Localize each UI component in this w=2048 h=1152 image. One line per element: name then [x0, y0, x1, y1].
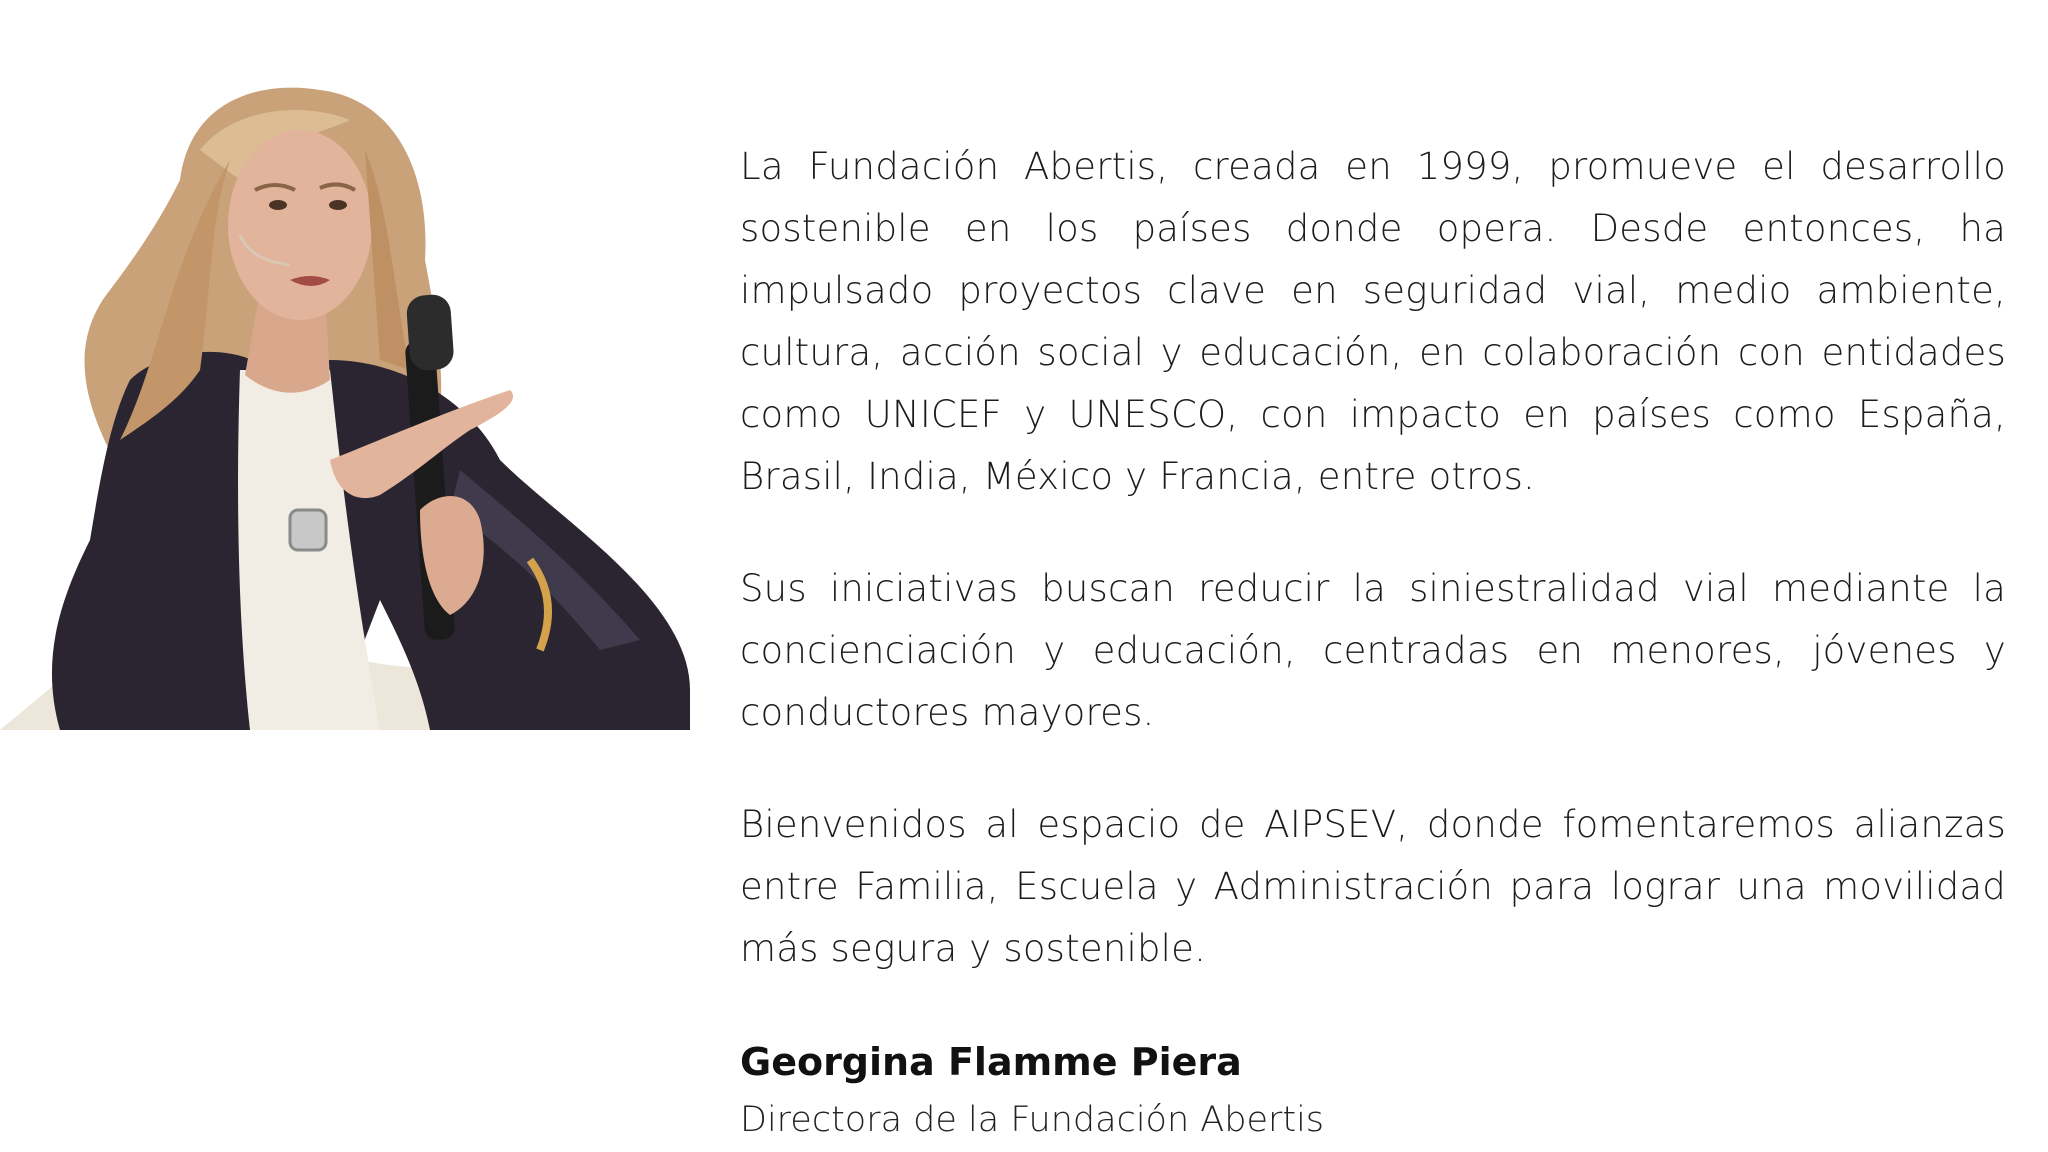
wristwatch — [290, 510, 326, 550]
paragraph-initiatives: Sus iniciativas buscan reducir la siniestralidad vial mediante la concienciación y educación, centradas en menores, jóvenes y conductores mayores. — [740, 567, 2006, 734]
eye-left — [269, 200, 287, 210]
speaker-photo — [0, 40, 690, 730]
speaker-photo-illustration — [0, 40, 690, 730]
microphone-head — [406, 294, 455, 372]
signature-name: Georgina Flamme Piera — [740, 1040, 1242, 1084]
paragraph-foundation-intro: La Fundación Abertis, creada en 1999, promueve el desarrollo sostenible en los países donde opera. Desde entonces, ha impulsado proyectos clave en seguridad vial, medio ambiente, cultura, acción social y educación, en colaboración con entidades como UNICEF y UNESCO, con impacto en países como España, Brasil, India, México y Francia, entre otros. — [740, 145, 2006, 498]
signature-role: Directora de la Fundación Abertis — [740, 1100, 1325, 1140]
paragraph-welcome: Bienvenidos al espacio de AIPSEV, donde fomentaremos alianzas entre Familia, Escuela y Administración para lograr una movilidad más segura y sostenible. — [740, 803, 2006, 970]
message-text-column — [740, 136, 2006, 1150]
face-shape — [228, 130, 372, 320]
eye-right — [329, 200, 347, 210]
